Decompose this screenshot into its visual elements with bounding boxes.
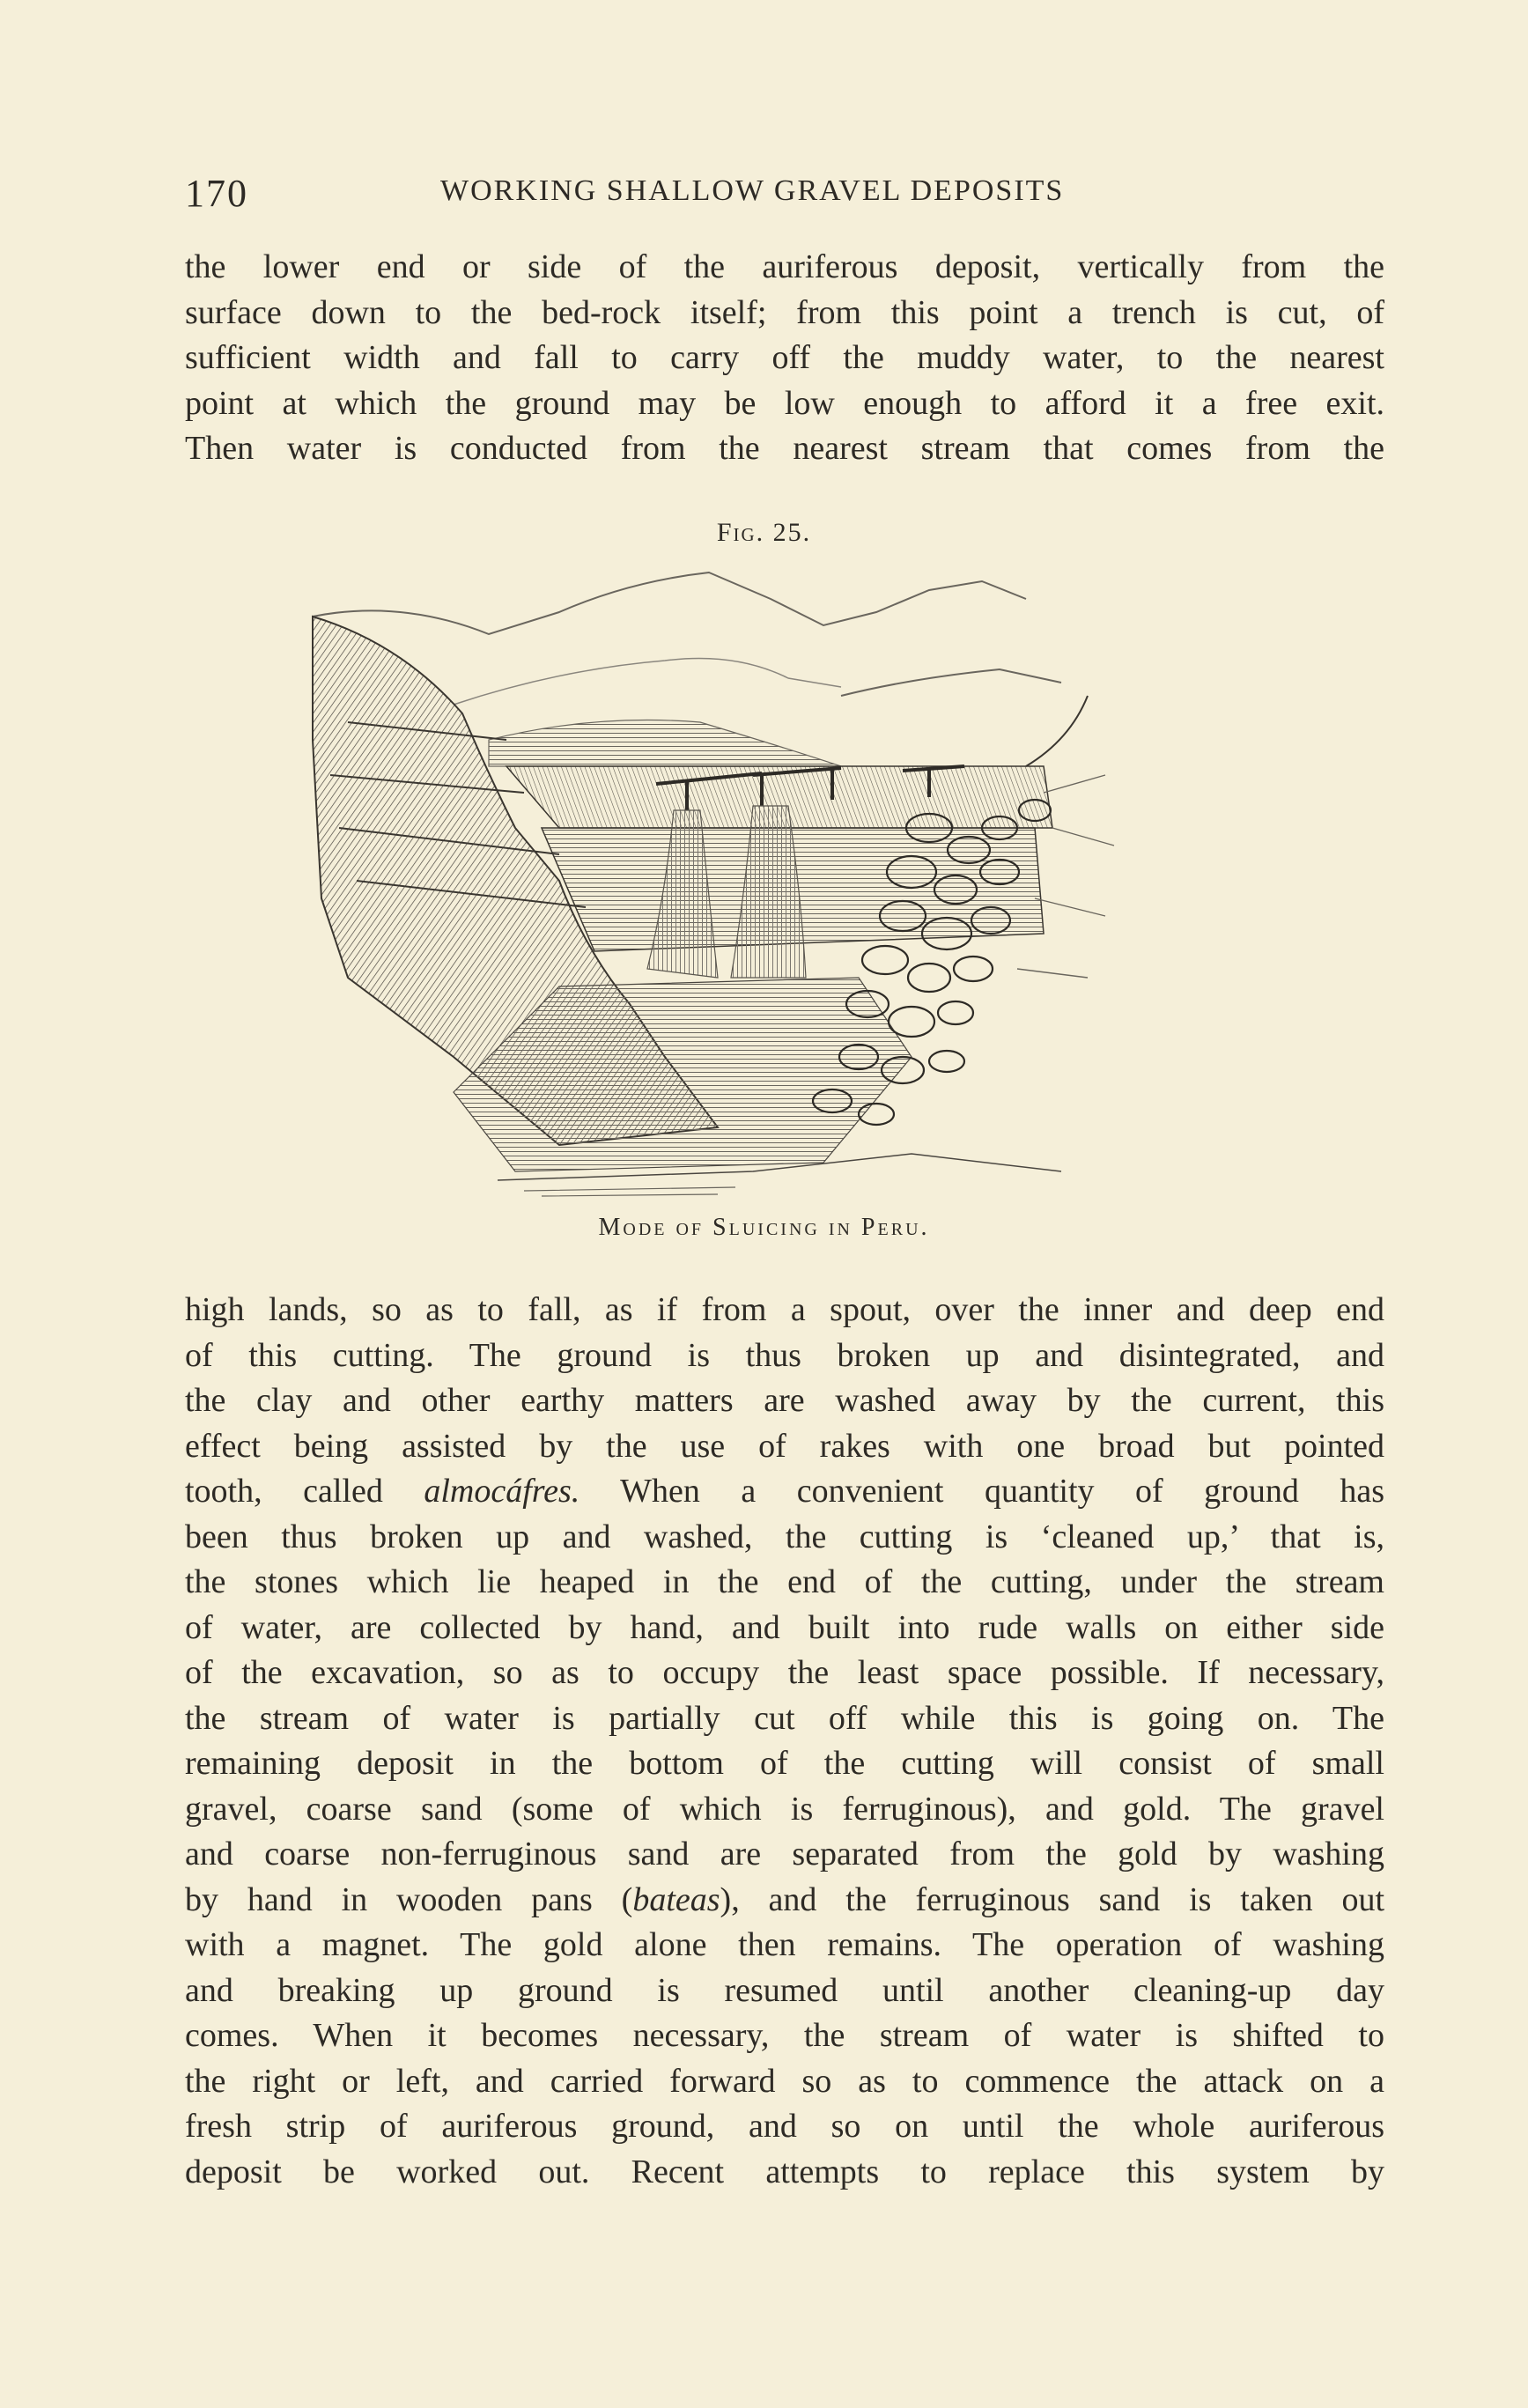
text-line: gravel, coarse sand (some of which is ferruginous), and gold. The gravel <box>185 1790 1384 1828</box>
text-span: ), and the ferruginous sand is taken out <box>720 1880 1385 1918</box>
text-line: the stream of water is partially cut off while this is going on. The <box>185 1699 1384 1737</box>
text-line: point at which the ground may be low enough to afford it a free exit. <box>185 384 1384 422</box>
text-line: remaining deposit in the bottom of the cutting will consist of small <box>185 1745 1384 1782</box>
text-line: of water, are collected by hand, and built into rude walls on either side <box>185 1608 1384 1646</box>
text-line: surface down to the bed-rock itself; from this point a trench is cut, of <box>185 293 1384 331</box>
page-header <box>185 167 1391 220</box>
text-span: When a convenient quantity of ground has <box>579 1473 1384 1510</box>
figure-illustration <box>295 564 1237 1198</box>
sluicing-engraving <box>295 564 1237 1198</box>
text-span: by hand in wooden pans ( <box>185 1880 633 1918</box>
text-line: comes. When it becomes necessary, the stream of water is shifted to <box>185 2017 1384 2054</box>
text-line: effect being assisted by the use of rakes with one broad but pointed <box>185 1427 1384 1465</box>
text-line: deposit be worked out. Recent attempts to replace this system by <box>185 2153 1384 2190</box>
paragraph-bottom <box>185 1288 1384 2195</box>
italic-term: bateas <box>632 1880 720 1918</box>
text-line: of this cutting. The ground is thus broken up and disintegrated, and <box>185 1336 1384 1374</box>
text-line: sufficient width and fall to carry off the muddy water, to the nearest <box>185 339 1384 376</box>
text-line: and breaking up ground is resumed until another cleaning-up day <box>185 1971 1384 2009</box>
text-line: been thus broken up and washed, the cutting is ‘cleaned up,’ that is, <box>185 1518 1384 1555</box>
text-line: with a magnet. The gold alone then remains. The operation of washing <box>185 1926 1384 1963</box>
text-line: fresh strip of auriferous ground, and so on until the whole auriferous <box>185 2108 1384 2145</box>
text-line: the lower end or side of the auriferous deposit, vertically from the <box>185 248 1384 285</box>
text-line <box>185 1878 1384 1924</box>
running-head: WORKING SHALLOW GRAVEL DEPOSITS <box>440 174 1065 207</box>
text-line: the clay and other earthy matters are washed away by the current, this <box>185 1382 1384 1419</box>
italic-term: almocáfres. <box>424 1473 580 1510</box>
page-number: 170 <box>185 172 248 215</box>
figure-caption: Mode of Sluicing in Peru. <box>598 1214 930 1241</box>
text-line: the stones which lie heaped in the end of the cutting, under the stream <box>185 1563 1384 1600</box>
figure-label: Fig. 25. <box>716 518 812 547</box>
text-line <box>185 1469 1384 1515</box>
text-line: and coarse non-ferruginous sand are separated from the gold by washing <box>185 1836 1384 1872</box>
text-line: Then water is conducted from the nearest stream that comes from the <box>185 430 1384 467</box>
text-line: of the excavation, so as to occupy the least space possible. If necessary, <box>185 1654 1384 1691</box>
text-span: tooth, called <box>185 1473 424 1510</box>
paragraph-top <box>185 245 1384 472</box>
text-line: the right or left, and carried forward so as to commence the attack on a <box>185 2062 1384 2100</box>
text-line: high lands, so as to fall, as if from a spout, over the inner and deep end <box>185 1291 1384 1328</box>
